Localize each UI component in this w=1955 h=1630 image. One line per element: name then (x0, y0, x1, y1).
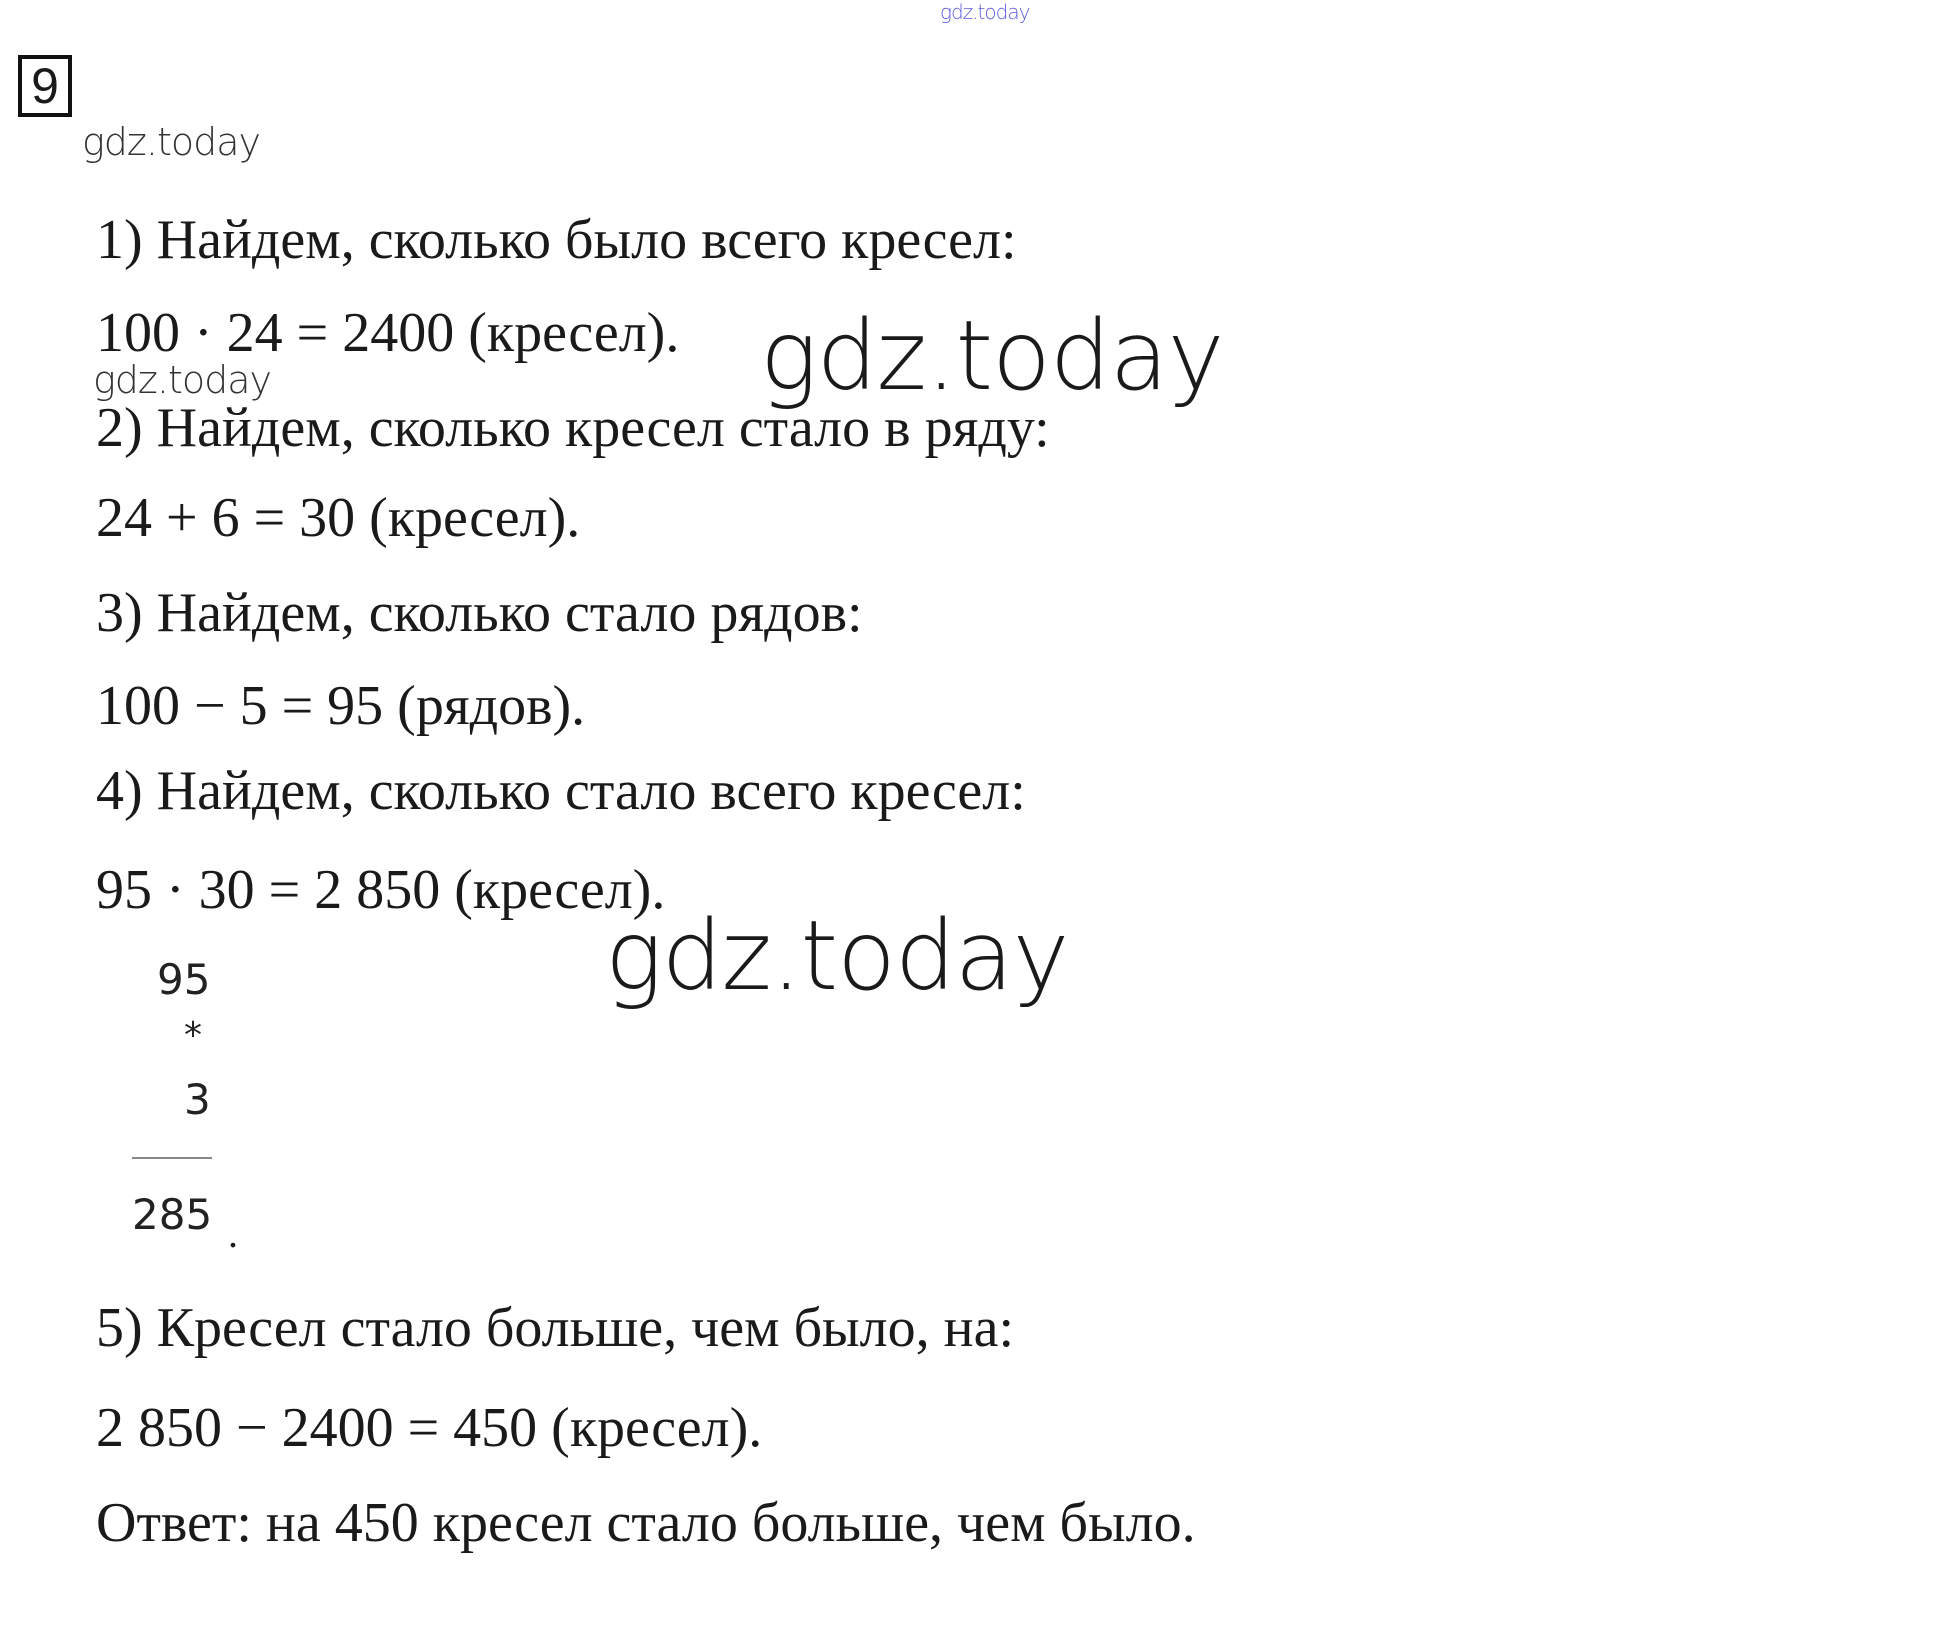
step-1-calc: 100 · 24 = 2400 (кресел). (96, 302, 680, 364)
step-1-label: 1) Найдем, сколько было всего кресел: (96, 209, 1017, 271)
column-calc-trailing-dot: . (228, 1211, 238, 1256)
step-2-label: 2) Найдем, сколько кресел стало в ряду: (96, 397, 1050, 459)
watermark-large: gdz.today (605, 900, 1069, 1012)
column-calc-bottom: 3 (184, 1075, 211, 1124)
column-calc-top: 95 (157, 955, 211, 1004)
column-calc-rule (132, 1157, 212, 1159)
step-4-calc: 95 · 30 = 2 850 (кресел). (96, 859, 666, 921)
column-calc-operator: * (184, 1015, 202, 1056)
step-4-label: 4) Найдем, сколько стало всего кресел: (96, 760, 1026, 822)
watermark-small: gdz.today (93, 358, 271, 402)
step-5-label: 5) Кресел стало больше, чем было, на: (96, 1297, 1015, 1359)
watermark-small: gdz.today (82, 120, 260, 164)
watermark-top: gdz.today (940, 0, 1030, 24)
watermark-large: gdz.today (760, 300, 1224, 412)
step-3-calc: 100 − 5 = 95 (рядов). (96, 675, 586, 737)
answer-text: Ответ: на 450 кресел стало больше, чем было. (96, 1492, 1196, 1554)
step-2-calc: 24 + 6 = 30 (кресел). (96, 487, 581, 549)
task-number-box: 9 (18, 55, 72, 117)
column-calc-result: 285 (132, 1190, 213, 1239)
step-5-calc: 2 850 − 2400 = 450 (кресел). (96, 1397, 763, 1459)
step-3-label: 3) Найдем, сколько стало рядов: (96, 582, 863, 644)
